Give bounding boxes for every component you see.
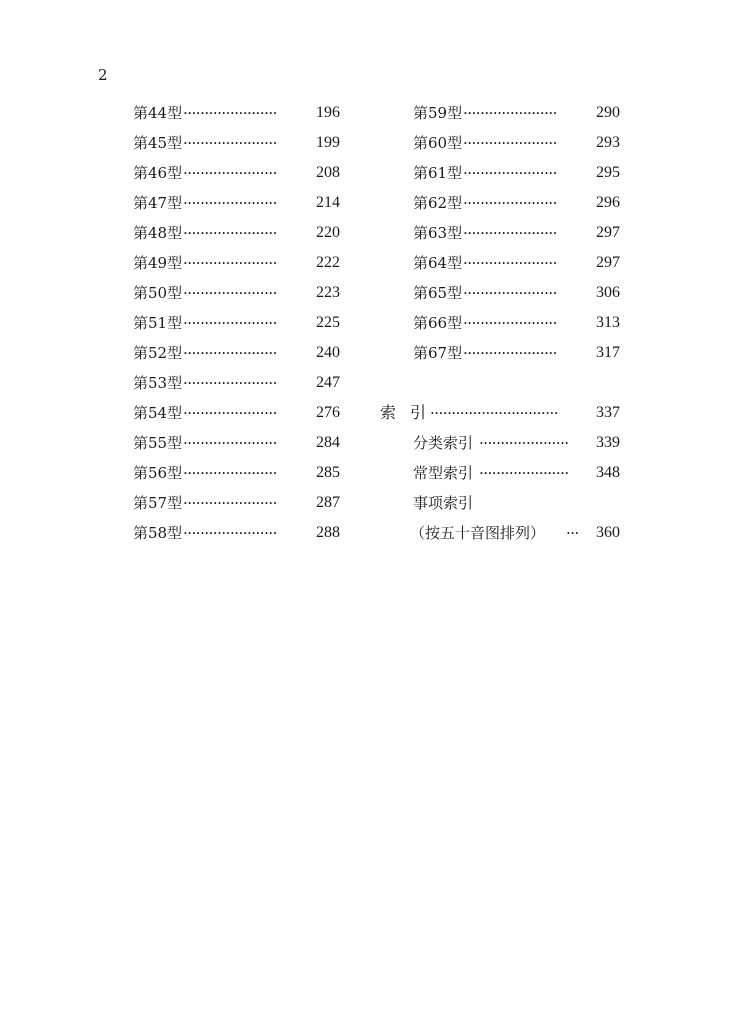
toc-entry <box>133 102 340 132</box>
toc-leader-dots: ······················ <box>183 224 277 242</box>
toc-leader-dots: ······················ <box>463 134 557 152</box>
toc-entry-label: 第53型 <box>133 374 183 392</box>
toc-leader-dots: ······················ <box>463 224 557 242</box>
toc-entry-label: 第50型 <box>133 284 183 302</box>
toc-entry-label: 第51型 <box>133 314 183 332</box>
toc-entry-label: 第59型 <box>413 104 463 122</box>
toc-entry <box>133 492 340 522</box>
toc-entry <box>380 102 620 132</box>
toc-entry-label: 常型索引 <box>413 464 474 482</box>
toc-entry-page: 276 <box>316 404 340 421</box>
toc-entry-label: 第66型 <box>413 314 463 332</box>
toc-entry-page: 296 <box>596 194 620 211</box>
toc-leader-dots: ··· <box>566 524 579 542</box>
toc-entry <box>133 132 340 162</box>
toc-leader-dots: ······················ <box>463 194 557 212</box>
toc-entry <box>380 132 620 162</box>
toc-leader-dots: ······················ <box>183 254 277 272</box>
toc-entry <box>380 342 620 372</box>
toc-leader-dots: ······················ <box>183 344 277 362</box>
toc-entry-page: 293 <box>596 134 620 151</box>
toc-leader-dots: ····················· <box>479 464 569 482</box>
toc-entry-page: 223 <box>316 284 340 301</box>
toc-entry-label: 第45型 <box>133 134 183 152</box>
toc-entry <box>380 312 620 342</box>
toc-entry-page: 196 <box>316 104 340 121</box>
toc-leader-dots: ······················ <box>183 464 277 482</box>
toc-entry-page: 247 <box>316 374 340 391</box>
toc-entry-page: 287 <box>316 494 340 511</box>
toc-leader-dots: ······················ <box>183 434 277 452</box>
toc-entry <box>133 162 340 192</box>
toc-entry <box>133 222 340 252</box>
toc-entry <box>380 252 620 282</box>
toc-leader-dots: ······················ <box>183 134 277 152</box>
toc-leader-dots: ······················ <box>183 494 277 512</box>
toc-entry <box>133 192 340 222</box>
toc-entry-label: 第47型 <box>133 194 183 212</box>
toc-entry <box>133 372 340 402</box>
toc-entry-label: 第64型 <box>413 254 463 272</box>
toc-entry-label: 第67型 <box>413 344 463 362</box>
toc-leader-dots: ······················ <box>463 164 557 182</box>
toc-entry-label: 第63型 <box>413 224 463 242</box>
toc-entry <box>133 312 340 342</box>
toc-entry-label: 第58型 <box>133 524 183 542</box>
toc-entry-label: 第55型 <box>133 434 183 452</box>
toc-entry-page: 225 <box>316 314 340 331</box>
toc-entry-page: 208 <box>316 164 340 181</box>
toc-leader-dots: ······················ <box>183 524 277 542</box>
toc-entry-page: 222 <box>316 254 340 271</box>
toc-leader-dots: ······················ <box>463 254 557 272</box>
toc-leader-dots: ······················ <box>183 104 277 122</box>
toc-entry-label: 第62型 <box>413 194 463 212</box>
toc-entry-label: 分类索引 <box>413 434 474 452</box>
toc-leader-dots: ······················ <box>463 314 557 332</box>
toc-entry-page: 295 <box>596 164 620 181</box>
toc-entry-label: 第60型 <box>413 134 463 152</box>
toc-entry <box>380 192 620 222</box>
section-spacer <box>380 372 620 402</box>
toc-entry-label: 事项索引 <box>413 494 474 512</box>
toc-entry <box>380 282 620 312</box>
toc-entry <box>133 342 340 372</box>
toc-entry-page: 297 <box>596 254 620 271</box>
index-sub-entry <box>380 462 620 492</box>
toc-entry-page: 317 <box>596 344 620 361</box>
page-number: 2 <box>98 66 108 84</box>
toc-entry <box>133 432 340 462</box>
index-heading-entry <box>380 402 620 432</box>
index-heading: 索引 <box>380 403 441 422</box>
toc-entry-page: 284 <box>316 434 340 451</box>
toc-entry-page: 339 <box>596 434 620 451</box>
toc-entry <box>380 222 620 252</box>
toc-leader-dots: ······················ <box>183 194 277 212</box>
toc-entry-page: 220 <box>316 224 340 241</box>
toc-entry <box>133 252 340 282</box>
toc-entry-page: 313 <box>596 314 620 331</box>
toc-leader-dots: ······················ <box>183 164 277 182</box>
toc-entry-label: 第65型 <box>413 284 463 302</box>
toc-leader-dots: ······················ <box>463 104 557 122</box>
toc-leader-dots: ····················· <box>479 434 569 452</box>
toc-entry-page: 214 <box>316 194 340 211</box>
toc-entry-page: 360 <box>596 524 620 541</box>
toc-leader-dots: ······························ <box>430 404 559 422</box>
toc-entry-label: 第52型 <box>133 344 183 362</box>
index-sub-entry <box>380 492 620 522</box>
toc-leader-dots: ······················ <box>183 404 277 422</box>
toc-entry-label: 第49型 <box>133 254 183 272</box>
toc-entry-page: 306 <box>596 284 620 301</box>
toc-entry-sublabel: （按五十音图排列） <box>410 524 546 542</box>
toc-leader-dots: ······················ <box>183 284 277 302</box>
toc-entry-label: 第54型 <box>133 404 183 422</box>
toc-leader-dots: ······················ <box>183 374 277 392</box>
toc-entry-page: 285 <box>316 464 340 481</box>
toc-entry-label: 第44型 <box>133 104 183 122</box>
toc-entry-page: 240 <box>316 344 340 361</box>
toc-entry <box>133 282 340 312</box>
toc-entry-page: 199 <box>316 134 340 151</box>
toc-entry-label: 第46型 <box>133 164 183 182</box>
toc-leader-dots: ······················ <box>183 314 277 332</box>
toc-entry-page: 348 <box>596 464 620 481</box>
toc-entry-page: 288 <box>316 524 340 541</box>
toc-left-column <box>133 102 340 552</box>
index-sub-entry <box>380 432 620 462</box>
toc-entry-page: 337 <box>596 404 620 421</box>
toc-right-column <box>380 102 620 552</box>
toc-leader-dots: ······················ <box>463 284 557 302</box>
toc-entry <box>133 462 340 492</box>
toc-entry-label: 第56型 <box>133 464 183 482</box>
toc-entry <box>380 162 620 192</box>
toc-entry-page: 297 <box>596 224 620 241</box>
toc-leader-dots: ······················ <box>463 344 557 362</box>
index-sub-entry-continued <box>380 522 620 552</box>
toc-entry <box>133 402 340 432</box>
toc-entry-label: 第61型 <box>413 164 463 182</box>
toc-entry-label: 第57型 <box>133 494 183 512</box>
toc-entry-page: 290 <box>596 104 620 121</box>
toc-entry <box>133 522 340 552</box>
toc-entry-label: 第48型 <box>133 224 183 242</box>
